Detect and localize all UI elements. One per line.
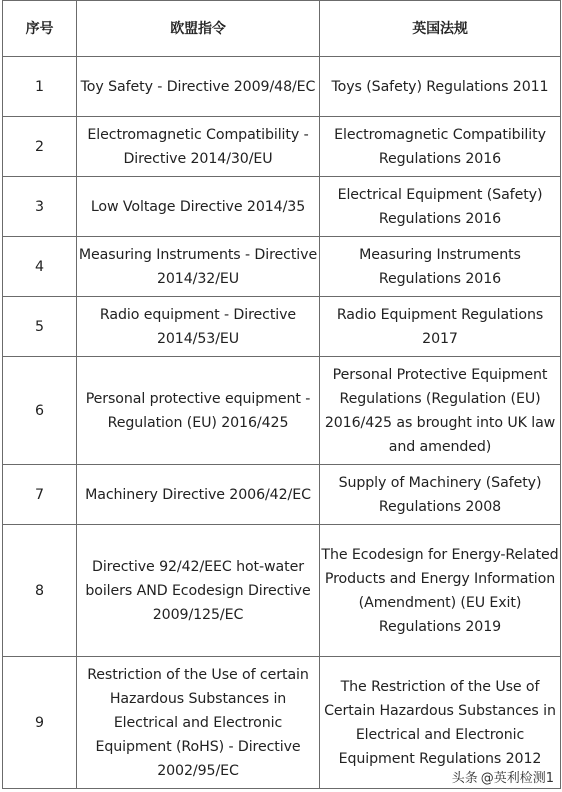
table-row	[3, 57, 561, 117]
eu-directive-cell: Electromagnetic Compatibility - Directive 2014/30/EU	[77, 117, 320, 177]
watermark	[452, 767, 554, 786]
uk-regulation-cell: Toys (Safety) Regulations 2011	[320, 57, 561, 117]
header-eu-directive: 欧盟指令	[77, 1, 320, 57]
table-row	[3, 357, 561, 465]
eu-directive-cell: Restriction of the Use of certain Hazardous Substances in Electrical and Electronic Equipment (RoHS) - Directive 2002/95/EC	[77, 657, 320, 789]
eu-directive-cell: Measuring Instruments - Directive 2014/32/EU	[77, 237, 320, 297]
row-number: 2	[3, 117, 77, 177]
row-number: 6	[3, 357, 77, 465]
eu-directive-cell: Machinery Directive 2006/42/EC	[77, 465, 320, 525]
uk-regulation-cell: Electrical Equipment (Safety) Regulations 2016	[320, 177, 561, 237]
table-row	[3, 237, 561, 297]
uk-regulation-cell: Measuring Instruments Regulations 2016	[320, 237, 561, 297]
table-row	[3, 465, 561, 525]
row-number: 5	[3, 297, 77, 357]
uk-regulation-cell: Electromagnetic Compatibility Regulations 2016	[320, 117, 561, 177]
uk-regulation-cell: Personal Protective Equipment Regulations (Regulation (EU) 2016/425 as brought into UK law and amended)	[320, 357, 561, 465]
eu-directive-cell: Low Voltage Directive 2014/35	[77, 177, 320, 237]
table-row	[3, 177, 561, 237]
table-row	[3, 117, 561, 177]
uk-regulation-cell: The Restriction of the Use of Certain Hazardous Substances in Electrical and Electronic Equipment Regulations 2012	[320, 657, 561, 789]
header-uk-regulation: 英国法规	[320, 1, 561, 57]
uk-regulation-cell: Supply of Machinery (Safety) Regulations 2008	[320, 465, 561, 525]
watermark-prefix: 头条	[451, 771, 478, 786]
uk-regulation-cell: The Ecodesign for Energy-Related Products and Energy Information (Amendment) (EU Exit) Regulations 2019	[320, 525, 561, 657]
row-number: 4	[3, 237, 77, 297]
eu-directive-cell: Directive 92/42/EEC hot-water boilers AND Ecodesign Directive 2009/125/EC	[77, 525, 320, 657]
table-row	[3, 525, 561, 657]
watermark-handle: @英利检测1	[480, 771, 554, 786]
eu-directive-cell: Radio equipment - Directive 2014/53/EU	[77, 297, 320, 357]
header-number: 序号	[3, 1, 77, 57]
row-number: 1	[3, 57, 77, 117]
table-row	[3, 297, 561, 357]
regulations-table	[2, 0, 561, 789]
eu-directive-cell: Personal protective equipment - Regulation (EU) 2016/425	[77, 357, 320, 465]
header-row	[3, 1, 561, 57]
row-number: 9	[3, 657, 77, 789]
row-number: 3	[3, 177, 77, 237]
row-number: 8	[3, 525, 77, 657]
row-number: 7	[3, 465, 77, 525]
uk-regulation-cell: Radio Equipment Regulations 2017	[320, 297, 561, 357]
eu-directive-cell: Toy Safety - Directive 2009/48/EC	[77, 57, 320, 117]
